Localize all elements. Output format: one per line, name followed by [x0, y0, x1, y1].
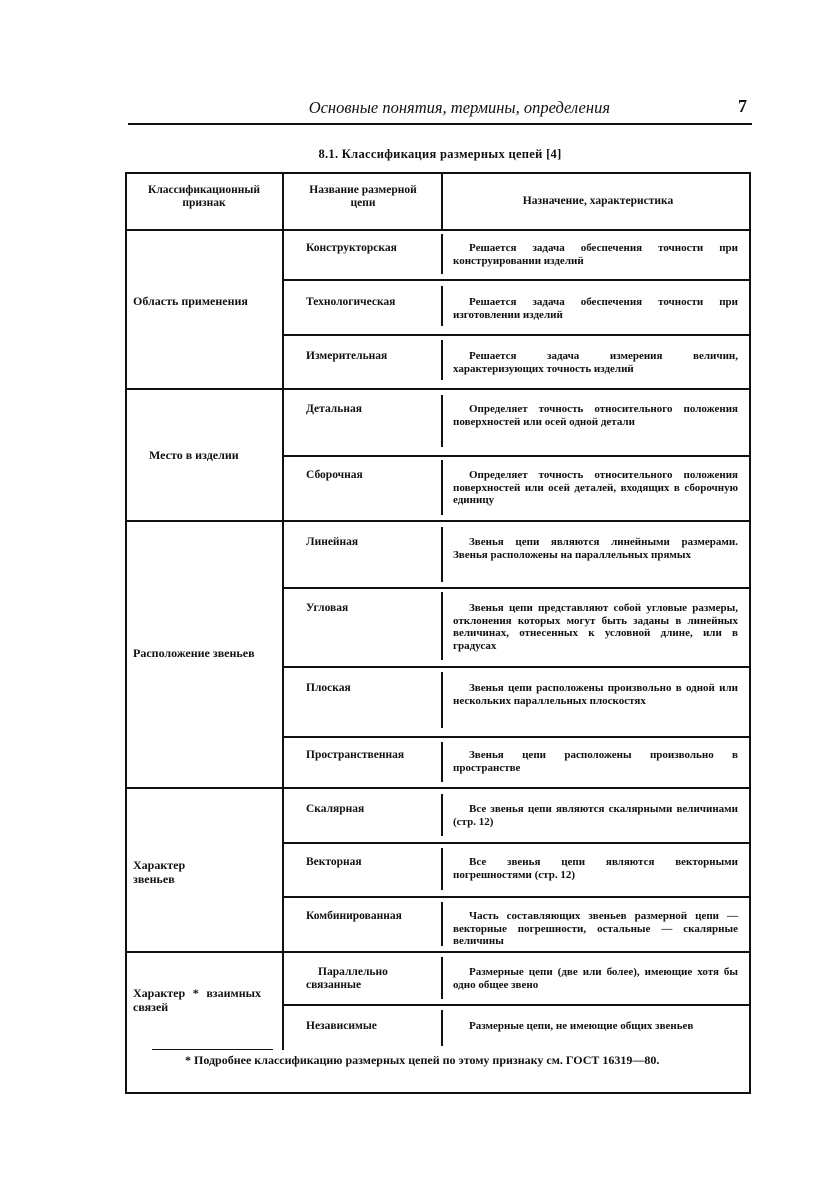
classification-sign: Область применения [133, 294, 248, 308]
row-separator [282, 587, 751, 589]
group-separator [125, 787, 751, 789]
cell-divider [441, 794, 443, 836]
chain-name: Измерительная [306, 350, 388, 362]
chain-description: Определяет точность относительного положения поверхностей или осей одной детали [453, 403, 738, 428]
classification-sign: Характер звеньев [133, 858, 186, 886]
row-separator [282, 842, 751, 844]
chain-description: Часть составляющих звеньев размерной цепи — векторные погрешности, остальные — скалярные величины [453, 910, 738, 947]
column-header-sign: Классификационный признак [147, 184, 261, 209]
footnote: * Подробнее классификацию размерных цепей по этому признаку см. ГОСТ 16319—80. [185, 1053, 660, 1067]
chain-description: Все звенья цепи являются скалярными величинами (стр. 12) [453, 803, 738, 828]
chain-description: Звенья цепи расположены произвольно в одной или нескольких параллельных плоскостях [453, 682, 738, 707]
cell-divider [441, 1010, 443, 1046]
chain-name: Детальная [306, 403, 362, 415]
classification-sign: Расположение звеньев [133, 646, 255, 660]
table-caption: 8.1. Классификация размерных цепей [4] [318, 147, 562, 161]
chain-name: Векторная [306, 856, 362, 868]
chain-name: Пространственная [306, 749, 405, 761]
cell-divider [441, 395, 443, 447]
chain-name: Сборочная [306, 469, 363, 481]
classification-sign: Характер * взаимных связей [133, 986, 261, 1014]
chain-description: Размерные цепи (две или более), имеющие хотя бы одно общее звено [453, 966, 738, 991]
footnote-rule [152, 1049, 273, 1050]
page-number: 7 [738, 96, 747, 116]
row-separator [282, 455, 751, 457]
group-separator [125, 951, 751, 953]
chain-name: Комбинированная [306, 910, 402, 922]
row-separator [282, 736, 751, 738]
group-separator [125, 520, 751, 522]
chain-description: Звенья цепи представляют собой угловые размеры, отклонения которых могут быть заданы в линейных величинах, отнесенных к условной длине, или в градусах [453, 602, 738, 652]
cell-divider [441, 902, 443, 946]
cell-divider [441, 460, 443, 515]
column-header-purpose: Назначение, характеристика [522, 195, 674, 207]
chain-description: Размерные цепи, не имеющие общих звеньев [469, 1020, 694, 1032]
chain-description: Решается задача обеспечения точности при конструировании изделий [453, 242, 738, 267]
chain-name: Конструкторская [306, 242, 397, 254]
cell-divider [441, 848, 443, 890]
chain-description: Решается задача обеспечения точности при изготовлении изделий [453, 296, 738, 321]
classification-sign: Место в изделии [149, 448, 239, 462]
cell-divider [441, 957, 443, 999]
chain-name: Угловая [306, 602, 349, 614]
chain-description: Звенья цепи являются линейными размерами. Звенья расположены на параллельных прямых [453, 536, 738, 561]
cell-divider [441, 340, 443, 380]
col-divider-1 [282, 172, 284, 1050]
chain-description: Определяет точность относительного положения поверхностей или осей деталей, входящих в сборочную единицу [453, 469, 738, 506]
row-separator [282, 896, 751, 898]
cell-divider [441, 592, 443, 660]
group-separator [125, 388, 751, 390]
chain-name: Скалярная [306, 803, 365, 815]
cell-divider [441, 234, 443, 274]
chain-name: Линейная [306, 536, 359, 548]
header-rule [128, 123, 752, 125]
row-separator [282, 279, 751, 281]
column-header-name: Название размерной цепи [309, 184, 417, 209]
cell-divider [441, 527, 443, 582]
header-bottom-rule [125, 229, 751, 231]
cell-divider [441, 286, 443, 326]
row-separator [282, 334, 751, 336]
chain-name: Плоская [306, 682, 351, 694]
cell-divider [441, 672, 443, 728]
row-separator [282, 1004, 751, 1006]
chain-name: Технологическая [306, 296, 396, 308]
row-separator [282, 666, 751, 668]
chain-description: Все звенья цепи являются векторными погрешностями (стр. 12) [453, 856, 738, 881]
chain-name: Независимые [306, 1020, 377, 1032]
chain-name: Параллельно связанные [306, 966, 388, 991]
chain-description: Звенья цепи расположены произвольно в пространстве [453, 749, 738, 774]
cell-divider [441, 742, 443, 782]
chain-description: Решается задача измерения величин, характеризующих точность изделий [453, 350, 738, 375]
running-head: Основные понятия, термины, определения [308, 98, 610, 117]
col-divider-2 [441, 172, 443, 230]
